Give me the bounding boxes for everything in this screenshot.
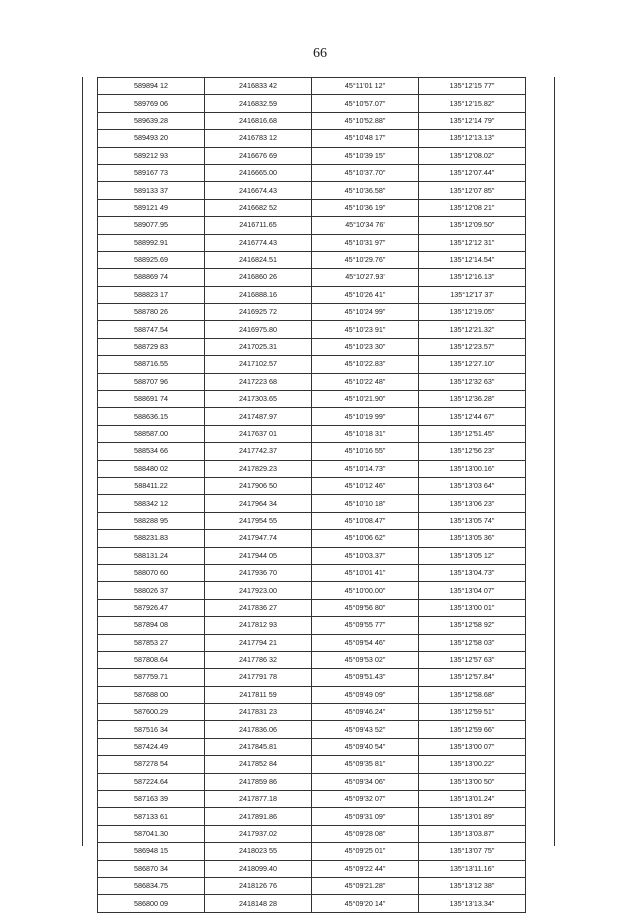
latitude-cell: 45°09'22 44" <box>312 860 419 877</box>
y-coordinate-cell: 2417923.00 <box>205 582 312 599</box>
y-coordinate-cell: 2417906 50 <box>205 477 312 494</box>
latitude-cell: 45°09'32 07" <box>312 791 419 808</box>
latitude-cell: 45°09'34 06" <box>312 773 419 790</box>
y-coordinate-cell: 2416674.43 <box>205 182 312 199</box>
latitude-cell: 45°10'34 76' <box>312 217 419 234</box>
y-coordinate-cell: 2417947.74 <box>205 530 312 547</box>
y-coordinate-cell: 2416925 72 <box>205 304 312 321</box>
table-row <box>98 391 526 408</box>
x-coordinate-cell: 588992.91 <box>98 234 205 251</box>
latitude-cell: 45°10'08.47" <box>312 512 419 529</box>
longitude-cell: 135°13'05 74" <box>419 512 526 529</box>
y-coordinate-cell: 2417303.65 <box>205 391 312 408</box>
latitude-cell: 45°10'26 41" <box>312 286 419 303</box>
y-coordinate-cell: 2417852 84 <box>205 756 312 773</box>
x-coordinate-cell: 588716.55 <box>98 356 205 373</box>
x-coordinate-cell: 587041.30 <box>98 825 205 842</box>
latitude-cell: 45°09'53 02" <box>312 651 419 668</box>
table-row <box>98 791 526 808</box>
longitude-cell: 135°12'56 23" <box>419 443 526 460</box>
latitude-cell: 45°10'24 99" <box>312 304 419 321</box>
longitude-cell: 135°12'12 31" <box>419 234 526 251</box>
x-coordinate-cell: 588026 37 <box>98 582 205 599</box>
y-coordinate-cell: 2417637 01 <box>205 425 312 442</box>
table-row <box>98 686 526 703</box>
x-coordinate-cell: 587853 27 <box>98 634 205 651</box>
y-coordinate-cell: 2417811 59 <box>205 686 312 703</box>
longitude-cell: 135°12'58 03" <box>419 634 526 651</box>
table-row <box>98 477 526 494</box>
y-coordinate-cell: 2416816.68 <box>205 112 312 129</box>
longitude-cell: 135°13'04 07" <box>419 582 526 599</box>
y-coordinate-cell: 2416682 52 <box>205 199 312 216</box>
longitude-cell: 135°12'19.05" <box>419 304 526 321</box>
latitude-cell: 45°09'49 09" <box>312 686 419 703</box>
table-row <box>98 199 526 216</box>
longitude-cell: 135°12'21.32" <box>419 321 526 338</box>
table-row <box>98 443 526 460</box>
table-row <box>98 530 526 547</box>
x-coordinate-cell: 589121 49 <box>98 199 205 216</box>
y-coordinate-cell: 2417964 34 <box>205 495 312 512</box>
longitude-cell: 135°12'51.45" <box>419 425 526 442</box>
latitude-cell: 45°09'56 80" <box>312 599 419 616</box>
latitude-cell: 45°10'37.70" <box>312 164 419 181</box>
y-coordinate-cell: 2417831 23 <box>205 704 312 721</box>
x-coordinate-cell: 588747.54 <box>98 321 205 338</box>
table-row <box>98 269 526 286</box>
longitude-cell: 135°13'11.16" <box>419 860 526 877</box>
latitude-cell: 45°10'22.83" <box>312 356 419 373</box>
latitude-cell: 45°10'18 31" <box>312 425 419 442</box>
latitude-cell: 45°09'21.28" <box>312 877 419 894</box>
coordinates-table <box>82 77 554 908</box>
y-coordinate-cell: 2416676 69 <box>205 147 312 164</box>
latitude-cell: 45°10'19 99" <box>312 408 419 425</box>
longitude-cell: 135°12'59 66" <box>419 721 526 738</box>
x-coordinate-cell: 588534 66 <box>98 443 205 460</box>
longitude-cell: 135°12'27.10" <box>419 356 526 373</box>
longitude-cell: 135°12'59 51" <box>419 704 526 721</box>
y-coordinate-cell: 2416665.00 <box>205 164 312 181</box>
x-coordinate-cell: 586948 15 <box>98 843 205 860</box>
x-coordinate-cell: 587133 61 <box>98 808 205 825</box>
table-row <box>98 321 526 338</box>
y-coordinate-cell: 2417836 27 <box>205 599 312 616</box>
latitude-cell: 45°10'12 46" <box>312 477 419 494</box>
latitude-cell: 45°10'57.07" <box>312 95 419 112</box>
y-coordinate-cell: 2417487.97 <box>205 408 312 425</box>
y-coordinate-cell: 2418148 28 <box>205 895 312 912</box>
latitude-cell: 45°11'01 12" <box>312 78 419 95</box>
longitude-cell: 135°12'58.68" <box>419 686 526 703</box>
longitude-cell: 135°12'57.84" <box>419 669 526 686</box>
table-row <box>98 512 526 529</box>
x-coordinate-cell: 588288 95 <box>98 512 205 529</box>
x-coordinate-cell: 588780 26 <box>98 304 205 321</box>
y-coordinate-cell: 2416975.80 <box>205 321 312 338</box>
longitude-cell: 135°13'00 50" <box>419 773 526 790</box>
table-row <box>98 217 526 234</box>
table-row <box>98 112 526 129</box>
table-row <box>98 234 526 251</box>
latitude-cell: 45°10'27.93' <box>312 269 419 286</box>
page-number: 66 <box>313 46 327 61</box>
longitude-cell: 135°13'13.34" <box>419 895 526 912</box>
table-row <box>98 825 526 842</box>
y-coordinate-cell: 2417954 55 <box>205 512 312 529</box>
longitude-cell: 135°13'05 12" <box>419 547 526 564</box>
y-coordinate-cell: 2416824.51 <box>205 251 312 268</box>
longitude-cell: 135°12'32 63" <box>419 373 526 390</box>
table-right-margin-column <box>525 77 555 846</box>
y-coordinate-cell: 2416832.59 <box>205 95 312 112</box>
latitude-cell: 45°10'23 91" <box>312 321 419 338</box>
longitude-cell: 135°12'07.44" <box>419 164 526 181</box>
x-coordinate-cell: 589133 37 <box>98 182 205 199</box>
latitude-cell: 45°09'35 81" <box>312 756 419 773</box>
y-coordinate-cell: 2417845.81 <box>205 738 312 755</box>
longitude-cell: 135°12'08.02" <box>419 147 526 164</box>
x-coordinate-cell: 589639.28 <box>98 112 205 129</box>
x-coordinate-cell: 588869 74 <box>98 269 205 286</box>
latitude-cell: 45°10'06 62" <box>312 530 419 547</box>
table-row <box>98 251 526 268</box>
longitude-cell: 135°12'13.13" <box>419 130 526 147</box>
x-coordinate-cell: 588070 60 <box>98 564 205 581</box>
table-row <box>98 617 526 634</box>
y-coordinate-cell: 2417936 70 <box>205 564 312 581</box>
x-coordinate-cell: 586870 34 <box>98 860 205 877</box>
y-coordinate-cell: 2417786 32 <box>205 651 312 668</box>
coordinates-grid <box>97 77 526 913</box>
x-coordinate-cell: 587688 00 <box>98 686 205 703</box>
table-row <box>98 669 526 686</box>
latitude-cell: 45°09'20 14" <box>312 895 419 912</box>
table-row <box>98 338 526 355</box>
longitude-cell: 135°13'00.22" <box>419 756 526 773</box>
longitude-cell: 135°12'36.28" <box>419 391 526 408</box>
table-row <box>98 582 526 599</box>
longitude-cell: 135°13'01.24" <box>419 791 526 808</box>
table-row <box>98 877 526 894</box>
longitude-cell: 135°13'06 23" <box>419 495 526 512</box>
y-coordinate-cell: 2417944 05 <box>205 547 312 564</box>
table-row <box>98 130 526 147</box>
x-coordinate-cell: 588480 02 <box>98 460 205 477</box>
y-coordinate-cell: 2416860 26 <box>205 269 312 286</box>
table-row <box>98 373 526 390</box>
longitude-cell: 135°13'07 75" <box>419 843 526 860</box>
table-row <box>98 147 526 164</box>
y-coordinate-cell: 2418099.40 <box>205 860 312 877</box>
latitude-cell: 45°09'40 54" <box>312 738 419 755</box>
x-coordinate-cell: 587163 39 <box>98 791 205 808</box>
longitude-cell: 135°12'09.50" <box>419 217 526 234</box>
y-coordinate-cell: 2418126 76 <box>205 877 312 894</box>
latitude-cell: 45°10'29.76" <box>312 251 419 268</box>
y-coordinate-cell: 2416783 12 <box>205 130 312 147</box>
y-coordinate-cell: 2417836.06 <box>205 721 312 738</box>
table-row <box>98 756 526 773</box>
table-row <box>98 704 526 721</box>
longitude-cell: 135°13'04.73" <box>419 564 526 581</box>
x-coordinate-cell: 588707 96 <box>98 373 205 390</box>
x-coordinate-cell: 587600.29 <box>98 704 205 721</box>
y-coordinate-cell: 2416774.43 <box>205 234 312 251</box>
y-coordinate-cell: 2417859 86 <box>205 773 312 790</box>
latitude-cell: 45°10'10 18" <box>312 495 419 512</box>
longitude-cell: 135°12'07 85" <box>419 182 526 199</box>
y-coordinate-cell: 2417223 68 <box>205 373 312 390</box>
x-coordinate-cell: 587278 54 <box>98 756 205 773</box>
x-coordinate-cell: 588823 17 <box>98 286 205 303</box>
table-row <box>98 495 526 512</box>
latitude-cell: 45°10'48 17" <box>312 130 419 147</box>
latitude-cell: 45°10'36 19" <box>312 199 419 216</box>
longitude-cell: 135°12'08 21" <box>419 199 526 216</box>
y-coordinate-cell: 2417794 21 <box>205 634 312 651</box>
longitude-cell: 135°13'03.87" <box>419 825 526 842</box>
y-coordinate-cell: 2417877.18 <box>205 791 312 808</box>
latitude-cell: 45°10'23 30" <box>312 338 419 355</box>
x-coordinate-cell: 589894 12 <box>98 78 205 95</box>
y-coordinate-cell: 2417742.37 <box>205 443 312 460</box>
table-row <box>98 651 526 668</box>
table-row <box>98 304 526 321</box>
y-coordinate-cell: 2417102.57 <box>205 356 312 373</box>
table-row <box>98 408 526 425</box>
latitude-cell: 45°10'00.00" <box>312 582 419 599</box>
longitude-cell: 135°13'00 07" <box>419 738 526 755</box>
x-coordinate-cell: 586834.75 <box>98 877 205 894</box>
longitude-cell: 135°13'01 89" <box>419 808 526 825</box>
longitude-cell: 135°13'05 36" <box>419 530 526 547</box>
x-coordinate-cell: 587926.47 <box>98 599 205 616</box>
longitude-cell: 135°12'15.82" <box>419 95 526 112</box>
y-coordinate-cell: 2416833 42 <box>205 78 312 95</box>
x-coordinate-cell: 589167 73 <box>98 164 205 181</box>
latitude-cell: 45°09'43 52" <box>312 721 419 738</box>
table-row <box>98 773 526 790</box>
y-coordinate-cell: 2417812 93 <box>205 617 312 634</box>
x-coordinate-cell: 587424.49 <box>98 738 205 755</box>
x-coordinate-cell: 587759.71 <box>98 669 205 686</box>
latitude-cell: 45°10'22 48" <box>312 373 419 390</box>
x-coordinate-cell: 588587.00 <box>98 425 205 442</box>
table-row <box>98 860 526 877</box>
longitude-cell: 135°12'57 63" <box>419 651 526 668</box>
table-row <box>98 425 526 442</box>
latitude-cell: 45°09'55 77" <box>312 617 419 634</box>
latitude-cell: 45°10'36.58" <box>312 182 419 199</box>
latitude-cell: 45°09'25 01" <box>312 843 419 860</box>
y-coordinate-cell: 2417791 78 <box>205 669 312 686</box>
longitude-cell: 135°12'58 92" <box>419 617 526 634</box>
x-coordinate-cell: 589493 20 <box>98 130 205 147</box>
latitude-cell: 45°09'31 09" <box>312 808 419 825</box>
table-row <box>98 843 526 860</box>
x-coordinate-cell: 588411.22 <box>98 477 205 494</box>
x-coordinate-cell: 588925.69 <box>98 251 205 268</box>
longitude-cell: 135°13'03 64" <box>419 477 526 494</box>
x-coordinate-cell: 586800 09 <box>98 895 205 912</box>
longitude-cell: 135°12'17 37' <box>419 286 526 303</box>
table-left-margin-column <box>82 77 98 846</box>
x-coordinate-cell: 587808.64 <box>98 651 205 668</box>
y-coordinate-cell: 2417937.02 <box>205 825 312 842</box>
y-coordinate-cell: 2417829.23 <box>205 460 312 477</box>
latitude-cell: 45°09'51.43" <box>312 669 419 686</box>
x-coordinate-cell: 589212 93 <box>98 147 205 164</box>
y-coordinate-cell: 2416711.65 <box>205 217 312 234</box>
table-row <box>98 95 526 112</box>
longitude-cell: 135°12'14.54" <box>419 251 526 268</box>
latitude-cell: 45°10'03.37" <box>312 547 419 564</box>
latitude-cell: 45°09'54 46" <box>312 634 419 651</box>
longitude-cell: 135°12'23.57" <box>419 338 526 355</box>
x-coordinate-cell: 587516 34 <box>98 721 205 738</box>
longitude-cell: 135°12'44 67" <box>419 408 526 425</box>
table-row <box>98 356 526 373</box>
longitude-cell: 135°12'16.13" <box>419 269 526 286</box>
x-coordinate-cell: 589077.95 <box>98 217 205 234</box>
longitude-cell: 135°13'00.16" <box>419 460 526 477</box>
table-row <box>98 599 526 616</box>
table-row <box>98 738 526 755</box>
longitude-cell: 135°13'00 01" <box>419 599 526 616</box>
x-coordinate-cell: 588636.15 <box>98 408 205 425</box>
x-coordinate-cell: 588231.83 <box>98 530 205 547</box>
x-coordinate-cell: 588342 12 <box>98 495 205 512</box>
table-row <box>98 164 526 181</box>
x-coordinate-cell: 588729 83 <box>98 338 205 355</box>
x-coordinate-cell: 589769 06 <box>98 95 205 112</box>
y-coordinate-cell: 2417891.86 <box>205 808 312 825</box>
table-row <box>98 808 526 825</box>
table-row <box>98 721 526 738</box>
latitude-cell: 45°10'39 15" <box>312 147 419 164</box>
x-coordinate-cell: 587224.64 <box>98 773 205 790</box>
latitude-cell: 45°10'31 97" <box>312 234 419 251</box>
table-row <box>98 78 526 95</box>
table-row <box>98 286 526 303</box>
latitude-cell: 45°10'01 41" <box>312 564 419 581</box>
x-coordinate-cell: 587894 08 <box>98 617 205 634</box>
x-coordinate-cell: 588131.24 <box>98 547 205 564</box>
latitude-cell: 45°10'21.90" <box>312 391 419 408</box>
table-row <box>98 895 526 912</box>
latitude-cell: 45°10'14.73" <box>312 460 419 477</box>
table-row <box>98 182 526 199</box>
x-coordinate-cell: 588691 74 <box>98 391 205 408</box>
latitude-cell: 45°09'28 08" <box>312 825 419 842</box>
y-coordinate-cell: 2417025.31 <box>205 338 312 355</box>
y-coordinate-cell: 2418023 55 <box>205 843 312 860</box>
table-row <box>98 564 526 581</box>
latitude-cell: 45°10'52.88" <box>312 112 419 129</box>
longitude-cell: 135°12'14 79" <box>419 112 526 129</box>
latitude-cell: 45°09'46.24" <box>312 704 419 721</box>
table-row <box>98 547 526 564</box>
longitude-cell: 135°12'15 77" <box>419 78 526 95</box>
table-row <box>98 460 526 477</box>
y-coordinate-cell: 2416888.16 <box>205 286 312 303</box>
latitude-cell: 45°10'16 55" <box>312 443 419 460</box>
table-row <box>98 634 526 651</box>
longitude-cell: 135°13'12 38" <box>419 877 526 894</box>
